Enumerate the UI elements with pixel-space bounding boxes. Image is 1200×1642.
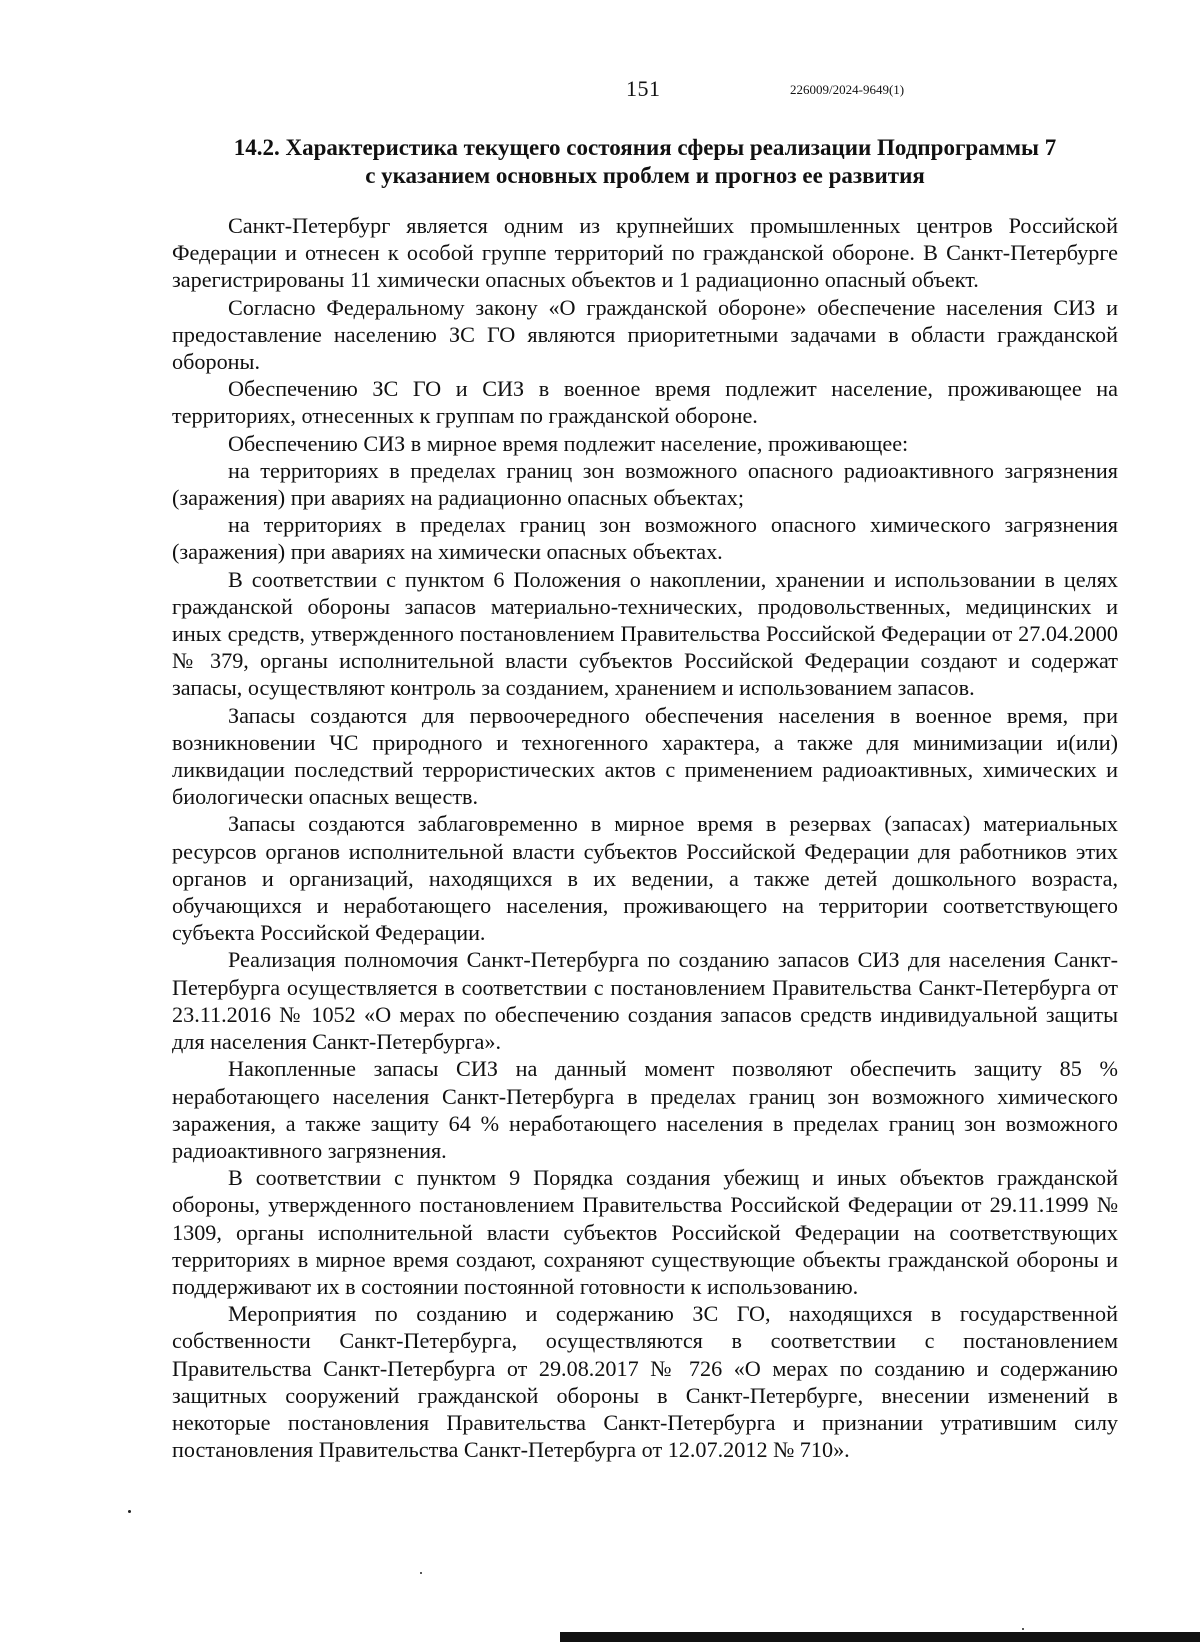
scan-speck [1022, 1628, 1024, 1630]
scan-edge-bar [560, 1632, 1200, 1642]
page-number: 151 [626, 76, 661, 101]
body-text [172, 212, 1118, 1463]
paragraph: В соответствии с пунктом 9 Порядка создания убежищ и иных объектов гражданской обороны, утвержденного постановлением Правительства Российской Федерации от 29.11.1999 № 1309, органы исполнительной власти субъектов Российской Федерации на соответствующих территориях в мирное время создают, сохраняют существующие объекты гражданской обороны и поддерживают их в состоянии постоянной готовности к использованию. [172, 1165, 1118, 1299]
paragraph: Запасы создаются заблаговременно в мирное время в резервах (запасах) материальных ресурсов органов исполнительной власти субъектов Российской Федерации для работников этих органов и организаций, находящихся в их ведении, а также детей дошкольного возраста, обучающихся и неработающего населения, проживающего на территории соответствующего субъекта Российской Федерации. [172, 811, 1118, 946]
section-heading-line-1: 14.2. Характеристика текущего состояния сферы реализации Подпрограммы 7 [233, 135, 1057, 160]
scan-speck [128, 1510, 131, 1513]
section-heading-line-2: с указанием основных проблем и прогноз ее развития [365, 163, 925, 188]
paragraph: на территориях в пределах границ зон возможного опасного химического загрязнения (заражения) при авариях на химически опасных объектах. [172, 512, 1118, 565]
paragraph: Согласно Федеральному закону «О гражданской обороне» обеспечение населения СИЗ и предоставление населению ЗС ГО являются приоритетными задачами в области гражданской обороны. [172, 294, 1118, 375]
paragraph: В соответствии с пунктом 6 Положения о накоплении, хранении и использовании в целях гражданской обороны запасов материально-технических, продовольственных, медицинских и иных средств, утвержденного постановлением Правительства Российской Федерации от 27.04.2000 № 379, органы исполнительной власти субъектов Российской Федерации создают и содержат запасы, осуществляют контроль за созданием, хранением и использованием запасов. [172, 566, 1118, 701]
paragraph: Обеспечению ЗС ГО и СИЗ в военное время подлежит население, проживающее на территориях, отнесенных к группам по гражданской обороне. [172, 376, 1118, 429]
section-heading [172, 134, 1118, 190]
paragraph: Реализация полномочия Санкт-Петербурга по созданию запасов СИЗ для населения Санкт-Петербурга осуществляется в соответствии с постановлением Правительства Санкт-Петербурга от 23.11.2016 № 1052 «О мерах по обеспечению создания запасов средств индивидуальной защиты для населения Санкт-Петербурга». [172, 947, 1118, 1055]
paragraph: на территориях в пределах границ зон возможного опасного радиоактивного загрязнения (заражения) при авариях на радиационно опасных объектах; [172, 457, 1118, 511]
document-id: 226009/2024-9649(1) [790, 82, 905, 97]
paragraph: Накопленные запасы СИЗ на данный момент позволяют обеспечить защиту 85 % неработающего населения Санкт-Петербурга в пределах границ зон возможного химического заражения, а также защиту 64 % неработающего населения в пределах границ зон возможного радиоактивного загрязнения. [172, 1056, 1118, 1163]
paragraph: Санкт-Петербург является одним из крупнейших промышленных центров Российской Федерации и отнесен к особой группе территорий по гражданской обороне. В Санкт-Петербурге зарегистрированы 11 химически опасных объектов и 1 радиационно опасный объект. [172, 213, 1118, 293]
paragraph: Запасы создаются для первоочередного обеспечения населения в военное время, при возникновении ЧС природного и техногенного характера, а также для минимизации и(или) ликвидации последствий террористических актов с применением радиоактивных, химических и биологически опасных веществ. [172, 702, 1118, 810]
paragraph: Мероприятия по созданию и содержанию ЗС ГО, находящихся в государственной собственности Санкт-Петербурга, осуществляются в соответствии с постановлением Правительства Санкт-Петербурга от 29.08.2017 № 726 «О мерах по созданию и содержанию защитных сооружений гражданской обороны в Санкт-Петербурге, внесении изменений в некоторые постановления Правительства Санкт-Петербурга и признании утратившим силу постановления Правительства Санкт-Петербурга от 12.07.2012 № 710». [172, 1301, 1118, 1463]
paragraph: Обеспечению СИЗ в мирное время подлежит население, проживающее: [228, 430, 909, 456]
scan-speck [420, 1572, 422, 1574]
